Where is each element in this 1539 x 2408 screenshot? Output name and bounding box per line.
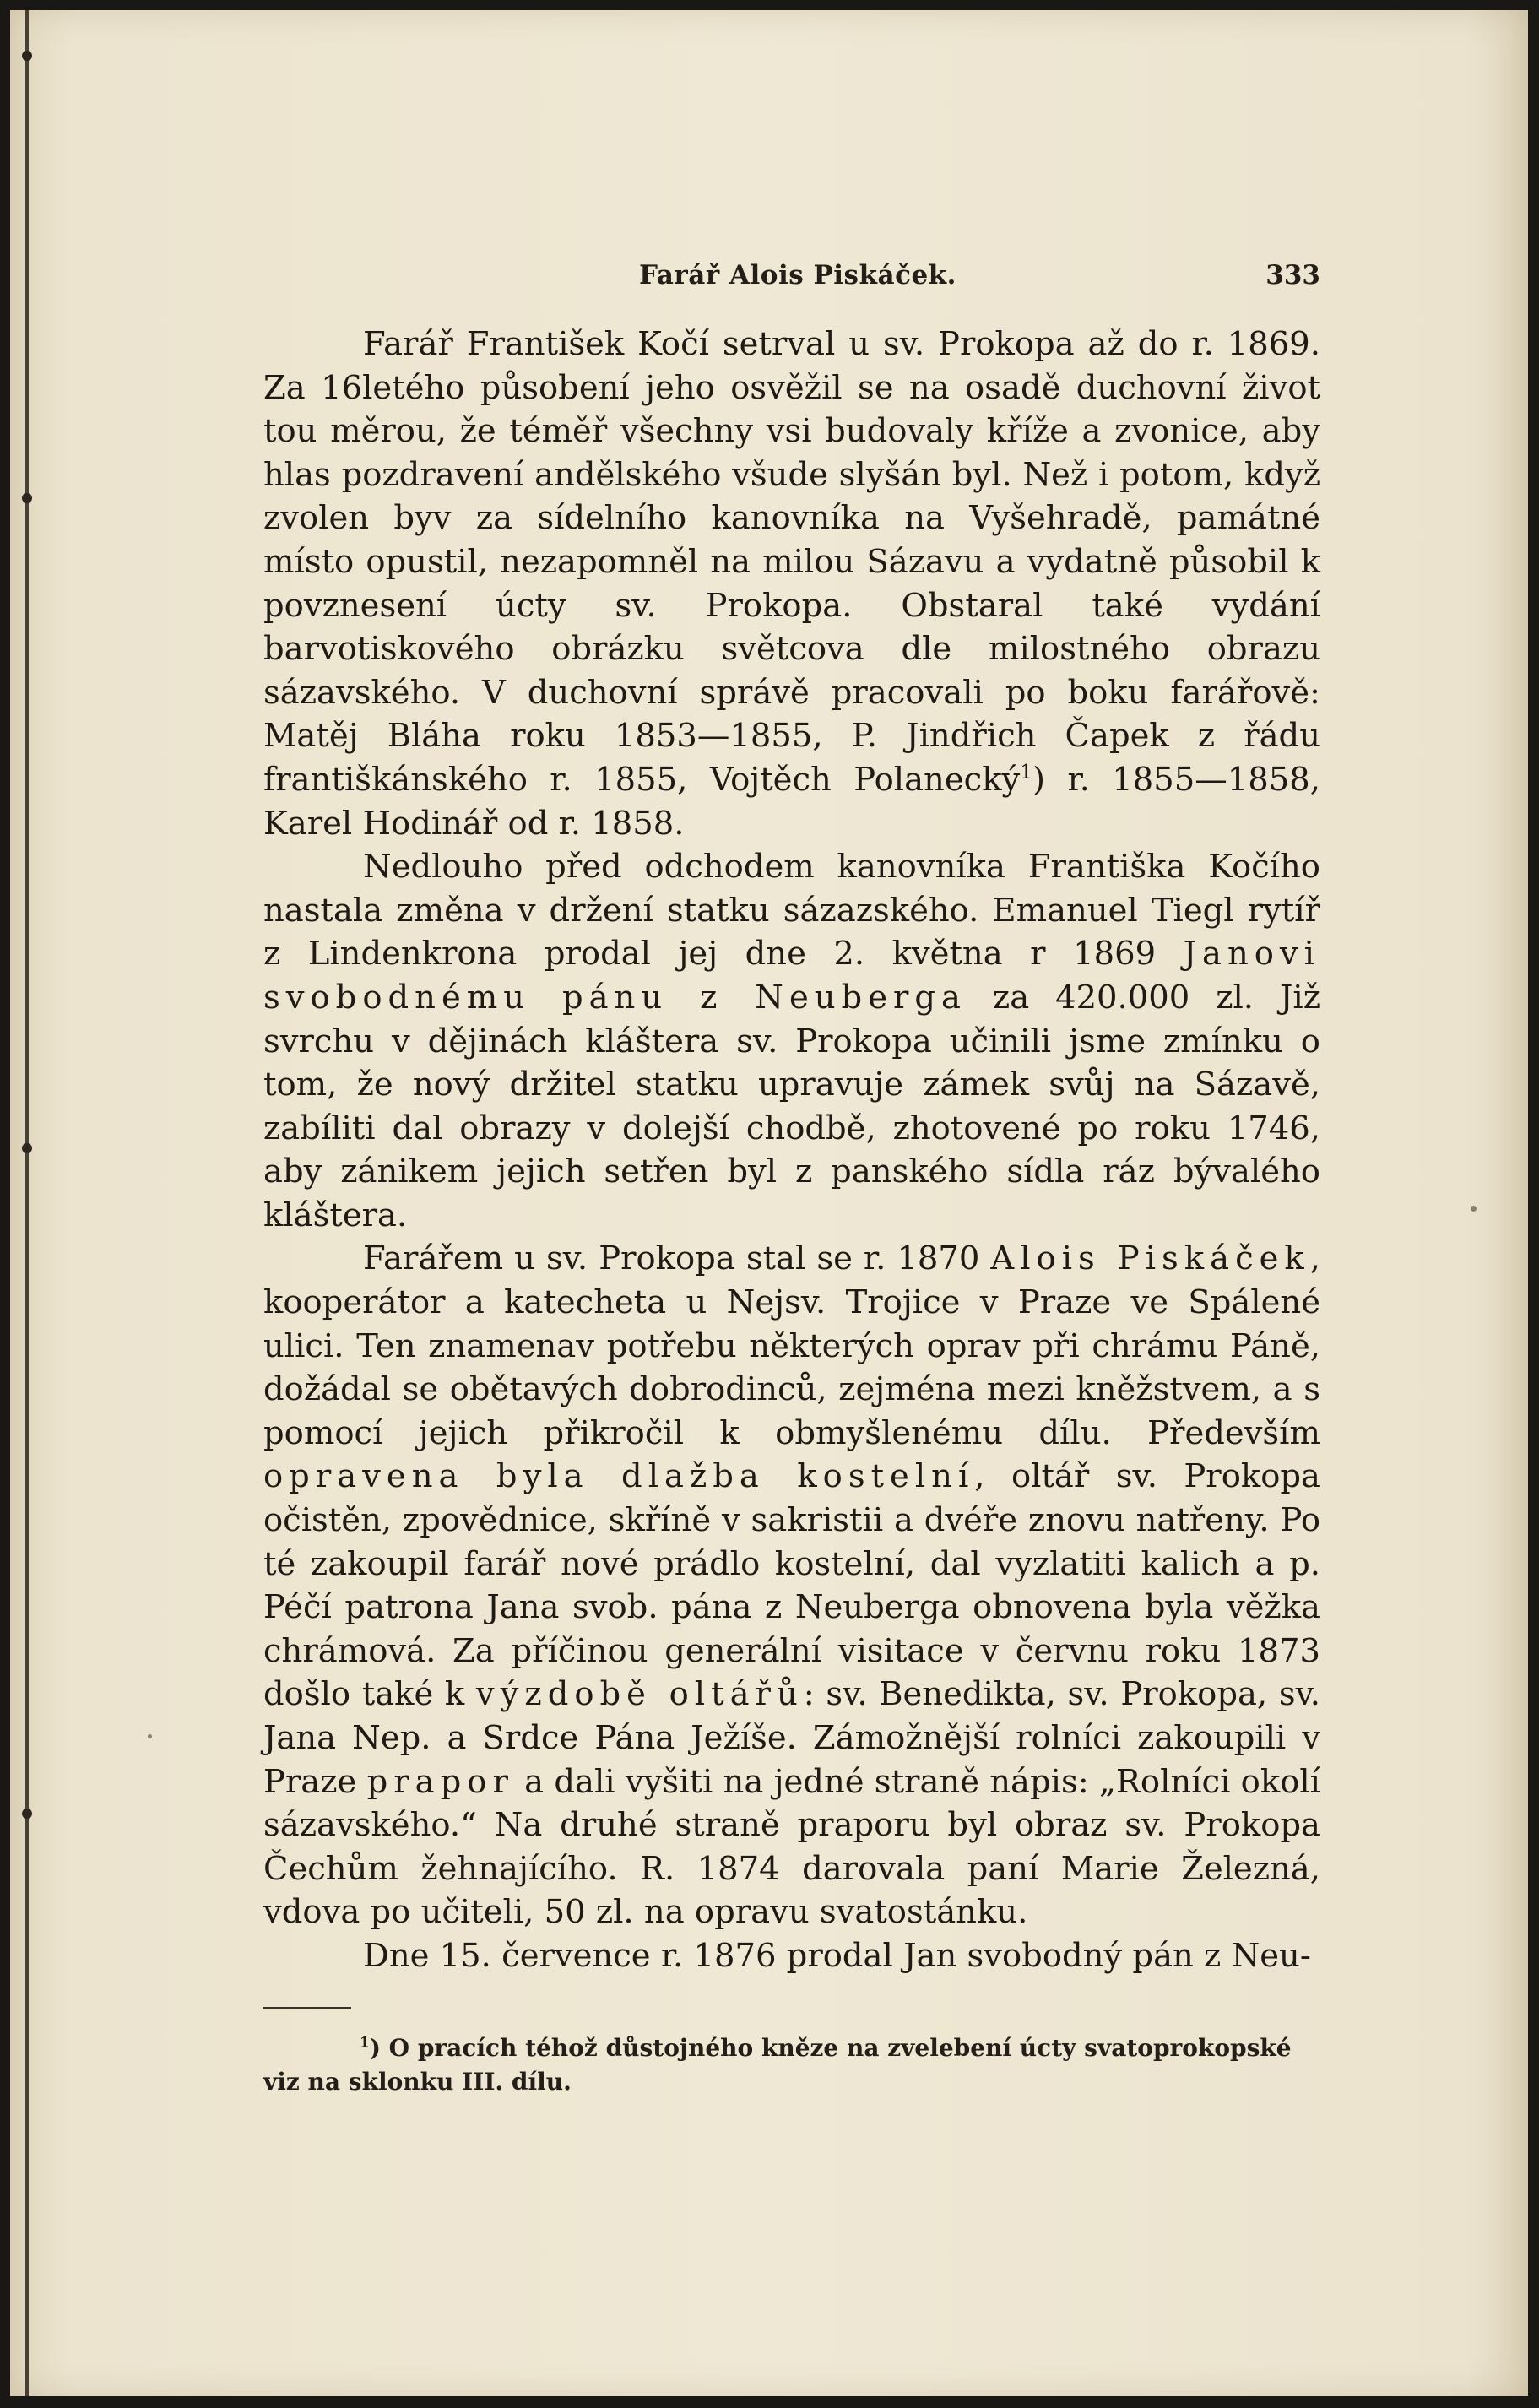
paragraph: Farář František Kočí setrval u sv. Prokopa až do r. 1869. Za 16letého působení jeho osvěžil se na osadě duchovní život tou měrou, že téměř všechny vsi budovaly kříže a zvonice, aby hlas pozdravení andělského všude slyšán byl. Než i potom, když zvolen byv za sídelního kanovníka na Vyšehradě, památné místo opustil, nezapomněl na milou Sázavu a vydatně působil k povznesení úcty sv. Prokopa. Obstaral také vydání barvotiskového obrázku světcova dle milostného obrazu sázavského. V duchovní správě pracovali po boku farářově: Matěj Bláha roku 1853—1855, P. Jindřich Čapek z řádu františkánského r. 1855, Vojtěch Polanecký$^1$) r. 1855—1858, Karel Hodinář od r. 1858. <box>263 325 1320 843</box>
edge-mark <box>22 51 32 61</box>
edge-mark <box>22 493 32 503</box>
paragraph: Dne 15. července r. 1876 prodal Jan svobodný pán z Neu- <box>363 1936 1311 1975</box>
paragraph: Nedlouho před odchodem kanovníka Františka Kočího nastala změna v držení statku sázazského. Emanuel Tiegl rytíř z Lindenkrona prodal jej dne 2. května r 1869 Janovi svobodnému pánu z Neuberga za 420.000 zl. Již svrchu v dějinách kláštera sv. Prokopa učinili jsme zmínku o tom, že nový držitel statku upravuje zámek svůj na Sázavě, zabíliti dal obrazy v dolejší chodbě, zhotovené po roku 1746, aby zánikem jejich setřen byl z panského sídla ráz bývalého kláštera. <box>263 848 1320 1234</box>
edge-mark <box>22 1143 32 1153</box>
emphasized-name: Alois Piskáček <box>990 1239 1310 1278</box>
body-text <box>263 323 1320 1978</box>
paper-stain <box>148 1734 152 1738</box>
footnote-reference: 1 <box>1020 762 1032 784</box>
emphasized-phrase: výzdobě oltářů <box>475 1675 804 1714</box>
paragraph: Farářem u sv. Prokopa stal se r. 1870 Alois Piskáček, kooperátor a katecheta u Nejsv. Trojice v Praze ve Spálené ulici. Ten znamenav potřebu některých oprav při chrámu Páně, dožádal se obětavých dobrodinců, zejména mezi kněžstvem, a s pomocí jejich přikročil k obmyšlenému dílu. Především opravena byla dlažba kostelní, oltář sv. Prokopa očistěn, zpovědnice, skříně v sakristii a dvéře znovu natřeny. Po té zakoupil farář nové prádlo kostelní, dal vyzlatiti kalich a p. Péčí patrona Jana svob. pána z Neuberga obnovena byla věžka chrámová. Za příčinou generální visitace v červnu roku 1873 došlo také k výzdobě oltářů: sv. Benedikta, sv. Prokopa, sv. Jana Nep. a Srdce Pána Ježíše. Zámožnější rolníci zakoupili v Praze prapor a dali vyšiti na jedné straně nápis: „Rolníci okolí sázavského.“ Na druhé straně praporu byl obraz sv. Prokopa Čechům žehnajícího. R. 1874 darovala paní Marie Železná, vdova po učiteli, 50 zl. na opravu svatostánku. <box>263 1239 1320 1932</box>
emphasized-name: Janovi svobodnému pánu z Neuberga <box>263 935 1320 1017</box>
emphasized-phrase: opravena byla dlažba kostelní <box>263 1457 975 1496</box>
edge-mark <box>22 1809 32 1819</box>
footnote-text: ) O pracích téhož důstojného kněze na zvelebení úcty svatoprokopské viz na sklonku III. dílu. <box>263 2034 1292 2096</box>
page-number: 333 <box>1265 260 1320 290</box>
running-head: Farář Alois Piskáček. <box>639 260 956 290</box>
footnote <box>263 2031 1320 2099</box>
footnote-divider <box>263 2007 351 2009</box>
emphasized-phrase: prapor <box>366 1762 514 1801</box>
page-edge-line <box>25 10 29 2396</box>
footnote-marker: 1 <box>360 2033 370 2051</box>
paper-stain <box>1471 1206 1477 1212</box>
book-page <box>10 10 1528 2396</box>
page-header <box>263 260 1320 302</box>
